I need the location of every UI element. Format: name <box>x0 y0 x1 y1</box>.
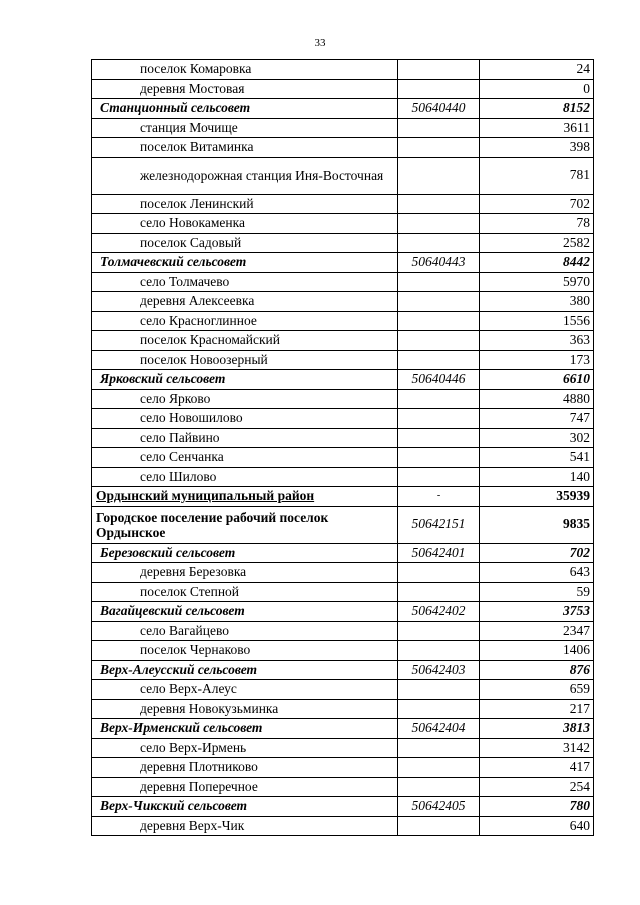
table-row <box>92 738 594 758</box>
row-name-cell: село Сенчанка <box>92 448 398 468</box>
table-row <box>92 292 594 312</box>
row-code-cell <box>398 582 480 602</box>
row-population-cell: 9835 <box>480 506 594 543</box>
row-code-cell: 50642405 <box>398 797 480 817</box>
table-row <box>92 719 594 739</box>
row-name-cell: Верх-Чикский сельсовет <box>92 797 398 817</box>
row-code-cell <box>398 758 480 778</box>
row-name-cell: село Шилово <box>92 467 398 487</box>
row-name-cell: железнодорожная станция Иня-Восточная <box>92 157 398 194</box>
row-code-cell <box>398 699 480 719</box>
row-name-cell: деревня Верх-Чик <box>92 816 398 836</box>
table-row <box>92 816 594 836</box>
row-code-cell: 50642402 <box>398 602 480 622</box>
row-population-cell: 3753 <box>480 602 594 622</box>
table-row <box>92 60 594 80</box>
row-code-cell <box>398 563 480 583</box>
row-code-cell <box>398 118 480 138</box>
table-row <box>92 138 594 158</box>
row-code-cell <box>398 79 480 99</box>
row-name-cell: село Пайвино <box>92 428 398 448</box>
page-number: 33 <box>314 37 326 49</box>
row-code-cell <box>398 409 480 429</box>
table-row <box>92 331 594 351</box>
row-name-cell: село Толмачево <box>92 272 398 292</box>
row-name-cell: деревня Новокузьминка <box>92 699 398 719</box>
row-population-cell: 35939 <box>480 487 594 507</box>
table-row <box>92 797 594 817</box>
row-name-cell: Ярковский сельсовет <box>92 370 398 390</box>
table-row <box>92 214 594 234</box>
row-code-cell <box>398 157 480 194</box>
row-population-cell: 2347 <box>480 621 594 641</box>
table-row <box>92 118 594 138</box>
row-population-cell: 173 <box>480 350 594 370</box>
settlements-table-body <box>92 60 594 836</box>
row-code-cell <box>398 214 480 234</box>
row-name-cell: село Вагайцево <box>92 621 398 641</box>
row-code-cell <box>398 311 480 331</box>
row-population-cell: 659 <box>480 680 594 700</box>
row-population-cell: 6610 <box>480 370 594 390</box>
table-row <box>92 467 594 487</box>
table-row <box>92 233 594 253</box>
row-code-cell <box>398 621 480 641</box>
row-population-cell: 59 <box>480 582 594 602</box>
row-code-cell <box>398 738 480 758</box>
row-name-cell: деревня Алексеевка <box>92 292 398 312</box>
row-population-cell: 417 <box>480 758 594 778</box>
row-name-cell: деревня Плотниково <box>92 758 398 778</box>
row-code-cell <box>398 448 480 468</box>
row-name-cell: поселок Комаровка <box>92 60 398 80</box>
row-name-cell: Березовский сельсовет <box>92 543 398 563</box>
table-row <box>92 350 594 370</box>
table-row <box>92 79 594 99</box>
row-population-cell: 643 <box>480 563 594 583</box>
row-name-cell: поселок Чернаково <box>92 641 398 661</box>
row-name-cell: село Верх-Ирмень <box>92 738 398 758</box>
row-population-cell: 1406 <box>480 641 594 661</box>
row-population-cell: 3611 <box>480 118 594 138</box>
row-name-cell: станция Мочище <box>92 118 398 138</box>
row-population-cell: 780 <box>480 797 594 817</box>
row-name-cell: Верх-Ирменский сельсовет <box>92 719 398 739</box>
table-row <box>92 99 594 119</box>
table-row <box>92 409 594 429</box>
row-population-cell: 2582 <box>480 233 594 253</box>
row-population-cell: 398 <box>480 138 594 158</box>
row-code-cell <box>398 272 480 292</box>
row-code-cell <box>398 467 480 487</box>
row-name-cell: село Новокаменка <box>92 214 398 234</box>
row-population-cell: 541 <box>480 448 594 468</box>
table-row <box>92 157 594 194</box>
row-population-cell: 78 <box>480 214 594 234</box>
row-code-cell: 50640440 <box>398 99 480 119</box>
row-name-cell: деревня Поперечное <box>92 777 398 797</box>
table-row <box>92 487 594 507</box>
row-code-cell <box>398 233 480 253</box>
row-name-cell: поселок Витаминка <box>92 138 398 158</box>
row-population-cell: 640 <box>480 816 594 836</box>
row-code-cell: 50642151 <box>398 506 480 543</box>
table-row <box>92 428 594 448</box>
row-code-cell: 50642401 <box>398 543 480 563</box>
row-population-cell: 0 <box>480 79 594 99</box>
row-code-cell: 50642404 <box>398 719 480 739</box>
row-population-cell: 702 <box>480 194 594 214</box>
row-population-cell: 876 <box>480 660 594 680</box>
table-row <box>92 602 594 622</box>
row-name-cell: Станционный сельсовет <box>92 99 398 119</box>
table-row <box>92 699 594 719</box>
row-population-cell: 747 <box>480 409 594 429</box>
row-population-cell: 3813 <box>480 719 594 739</box>
settlements-table <box>91 59 594 836</box>
table-row <box>92 660 594 680</box>
row-name-cell: Толмачевский сельсовет <box>92 253 398 273</box>
row-name-cell: село Ярково <box>92 389 398 409</box>
row-name-cell: поселок Новоозерный <box>92 350 398 370</box>
row-code-cell: 50640443 <box>398 253 480 273</box>
row-code-cell <box>398 816 480 836</box>
row-code-cell <box>398 292 480 312</box>
table-row <box>92 389 594 409</box>
row-name-cell: поселок Степной <box>92 582 398 602</box>
row-code-cell <box>398 777 480 797</box>
row-population-cell: 8152 <box>480 99 594 119</box>
row-code-cell <box>398 194 480 214</box>
row-population-cell: 781 <box>480 157 594 194</box>
row-population-cell: 24 <box>480 60 594 80</box>
row-code-cell <box>398 389 480 409</box>
table-row <box>92 543 594 563</box>
row-code-cell: - <box>398 487 480 507</box>
table-row <box>92 758 594 778</box>
row-population-cell: 702 <box>480 543 594 563</box>
table-row <box>92 621 594 641</box>
row-population-cell: 380 <box>480 292 594 312</box>
table-row <box>92 448 594 468</box>
row-name-cell: Ордынский муниципальный район <box>92 487 398 507</box>
row-population-cell: 5970 <box>480 272 594 292</box>
row-code-cell <box>398 138 480 158</box>
row-population-cell: 8442 <box>480 253 594 273</box>
row-name-cell: поселок Садовый <box>92 233 398 253</box>
row-name-cell: Городское поселение рабочий поселок Ордынское <box>92 506 398 543</box>
row-population-cell: 4880 <box>480 389 594 409</box>
row-population-cell: 140 <box>480 467 594 487</box>
row-population-cell: 363 <box>480 331 594 351</box>
row-code-cell <box>398 641 480 661</box>
row-code-cell: 50640446 <box>398 370 480 390</box>
table-row <box>92 311 594 331</box>
table-row <box>92 272 594 292</box>
row-name-cell: поселок Красномайский <box>92 331 398 351</box>
row-population-cell: 1556 <box>480 311 594 331</box>
table-row <box>92 563 594 583</box>
table-row <box>92 370 594 390</box>
row-name-cell: Вагайцевский сельсовет <box>92 602 398 622</box>
table-row <box>92 194 594 214</box>
row-code-cell <box>398 60 480 80</box>
row-code-cell <box>398 428 480 448</box>
row-name-cell: Верх-Алеусский сельсовет <box>92 660 398 680</box>
table-row <box>92 506 594 543</box>
row-name-cell: село Новошилово <box>92 409 398 429</box>
table-row <box>92 641 594 661</box>
row-code-cell: 50642403 <box>398 660 480 680</box>
row-name-cell: деревня Мостовая <box>92 79 398 99</box>
row-name-cell: село Красноглинное <box>92 311 398 331</box>
row-population-cell: 254 <box>480 777 594 797</box>
table-row <box>92 680 594 700</box>
row-population-cell: 3142 <box>480 738 594 758</box>
row-population-cell: 217 <box>480 699 594 719</box>
row-name-cell: деревня Березовка <box>92 563 398 583</box>
row-code-cell <box>398 331 480 351</box>
table-row <box>92 777 594 797</box>
row-population-cell: 302 <box>480 428 594 448</box>
row-code-cell <box>398 680 480 700</box>
table-row <box>92 582 594 602</box>
row-name-cell: село Верх-Алеус <box>92 680 398 700</box>
row-name-cell: поселок Ленинский <box>92 194 398 214</box>
row-code-cell <box>398 350 480 370</box>
table-row <box>92 253 594 273</box>
